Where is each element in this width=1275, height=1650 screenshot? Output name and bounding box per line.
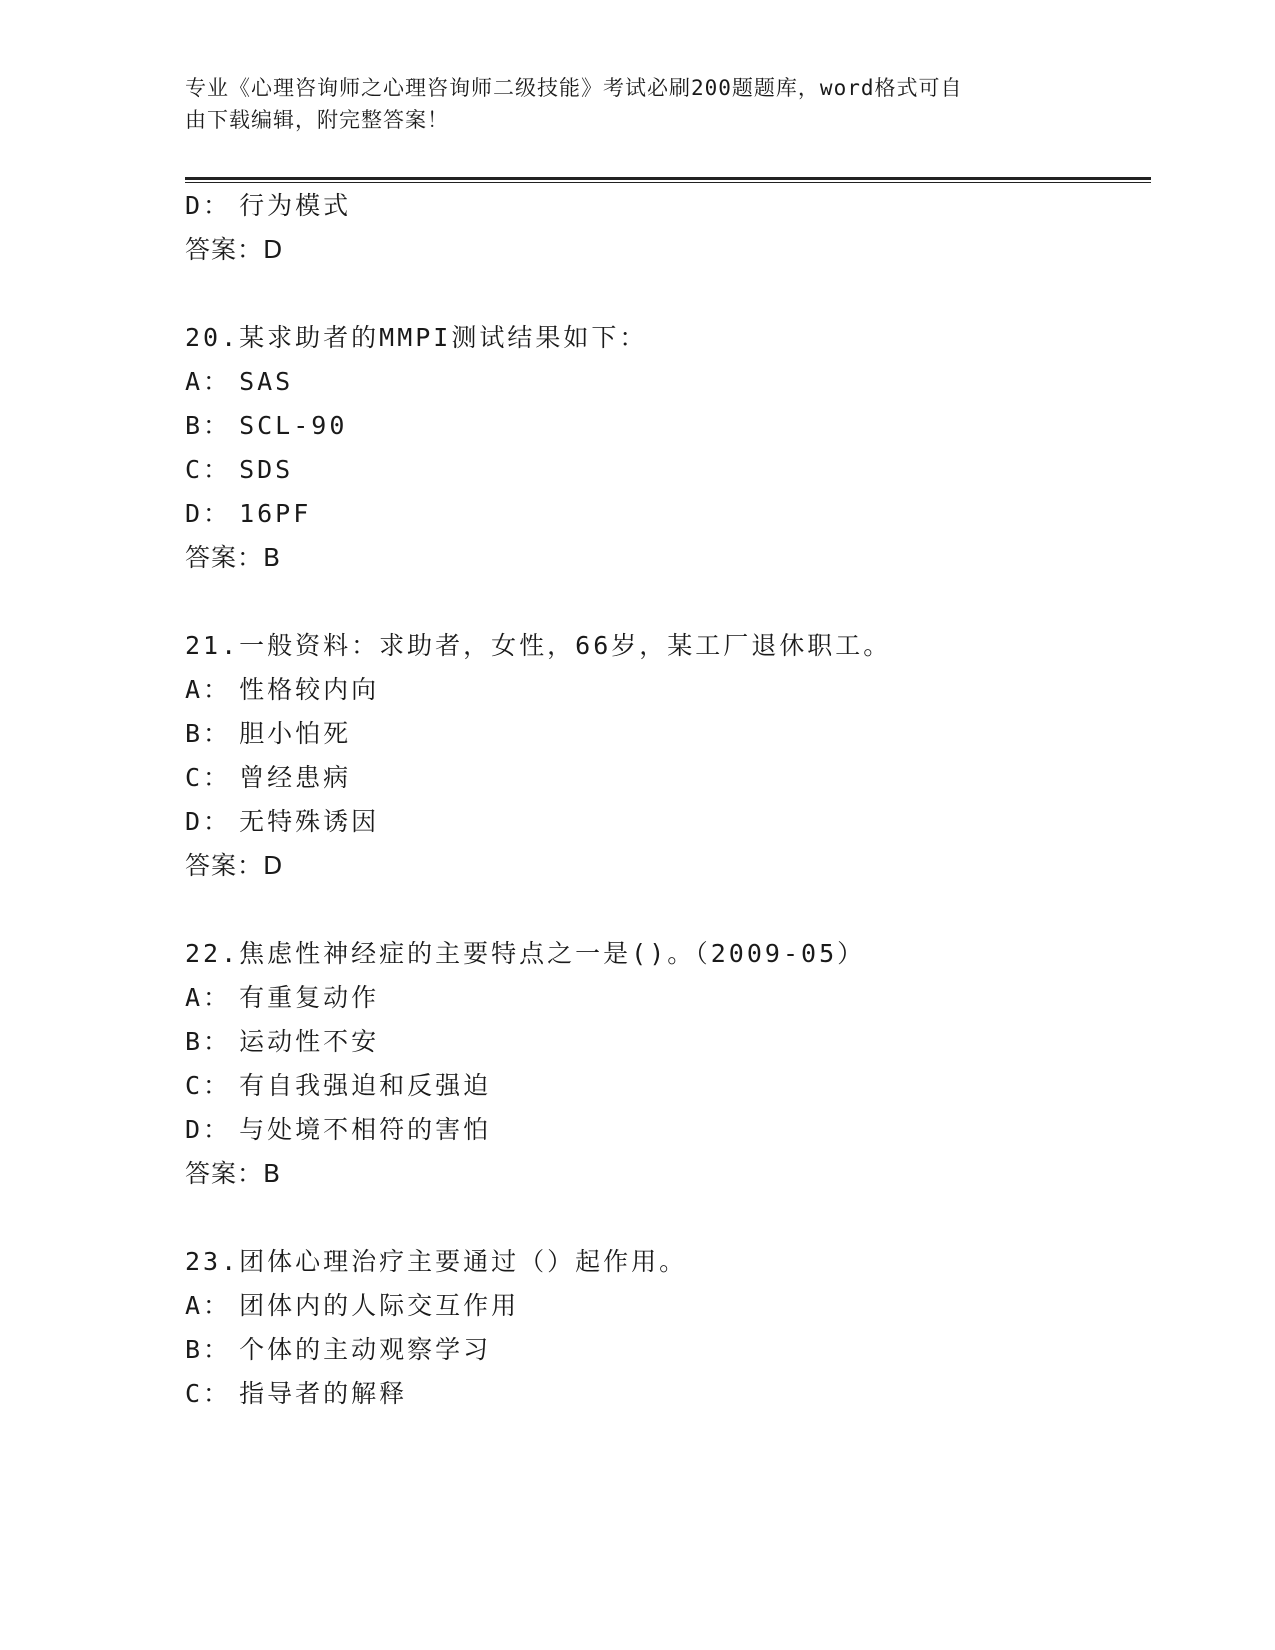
answer-line: 答案：B: [185, 1159, 282, 1188]
option-label: D：: [185, 191, 232, 220]
question-line: 21.一般资料：求助者，女性，66岁，某工厂退休职工。: [185, 631, 892, 660]
option-text: 个体的主动观察学习: [239, 1335, 492, 1364]
option-line: [185, 1286, 519, 1322]
option-label: A：: [185, 1291, 232, 1320]
option-line: [185, 1022, 379, 1058]
option-line: [185, 802, 379, 838]
option-line: [185, 714, 351, 750]
option-line: [185, 1330, 491, 1366]
option-text: 有重复动作: [239, 983, 380, 1012]
question-line: 23.团体心理治疗主要通过（）起作用。: [185, 1247, 688, 1276]
option-label: B：: [185, 1335, 232, 1364]
header-line-2: 由下载编辑，附完整答案！: [185, 108, 449, 132]
option-label: C：: [185, 763, 232, 792]
answer-line: 答案：B: [185, 543, 282, 572]
option-line: [185, 362, 293, 398]
option-label: A：: [185, 675, 232, 704]
option-line: [185, 1110, 491, 1146]
header-divider-thin: [185, 182, 1151, 183]
option-text: 有自我强迫和反强迫: [239, 1071, 492, 1100]
option-text: SDS: [239, 455, 294, 484]
option-label: C：: [185, 1071, 232, 1100]
option-text: 曾经患病: [239, 763, 352, 792]
option-label: D：: [185, 807, 232, 836]
option-text: 团体内的人际交互作用: [239, 1291, 520, 1320]
option-text: 16PF: [239, 499, 312, 528]
option-text: 胆小怕死: [239, 719, 352, 748]
option-line: [185, 186, 351, 222]
option-line: [185, 450, 293, 486]
option-label: B：: [185, 1027, 232, 1056]
answer-line: 答案：D: [185, 851, 284, 880]
question-line: 22.焦虑性神经症的主要特点之一是()。（2009-05）: [185, 939, 866, 968]
option-label: D：: [185, 1115, 232, 1144]
option-text: 指导者的解释: [239, 1379, 408, 1408]
option-text: 与处境不相符的害怕: [239, 1115, 492, 1144]
header-line-1: 专业《心理咨询师之心理咨询师二级技能》考试必刷200题题库，word格式可自: [185, 76, 963, 100]
option-text: SAS: [239, 367, 294, 396]
option-label: C：: [185, 455, 232, 484]
option-text: 无特殊诱因: [239, 807, 380, 836]
option-label: A：: [185, 983, 232, 1012]
option-line: [185, 494, 311, 530]
question-line: 20.某求助者的MMPI测试结果如下：: [185, 323, 648, 352]
document-header: [185, 72, 1085, 136]
option-line: [185, 978, 379, 1014]
answer-line: 答案：D: [185, 235, 284, 264]
option-label: D：: [185, 499, 232, 528]
option-text: SCL-90: [239, 411, 348, 440]
option-line: [185, 670, 379, 706]
option-text: 行为模式: [239, 191, 352, 220]
header-divider-thick: [185, 177, 1151, 180]
option-line: [185, 758, 351, 794]
option-line: [185, 1066, 491, 1102]
option-label: B：: [185, 719, 232, 748]
option-label: C：: [185, 1379, 232, 1408]
option-label: B：: [185, 411, 232, 440]
option-label: A：: [185, 367, 232, 396]
option-text: 运动性不安: [239, 1027, 380, 1056]
option-line: [185, 1374, 407, 1410]
option-text: 性格较内向: [239, 675, 380, 704]
option-line: [185, 406, 347, 442]
